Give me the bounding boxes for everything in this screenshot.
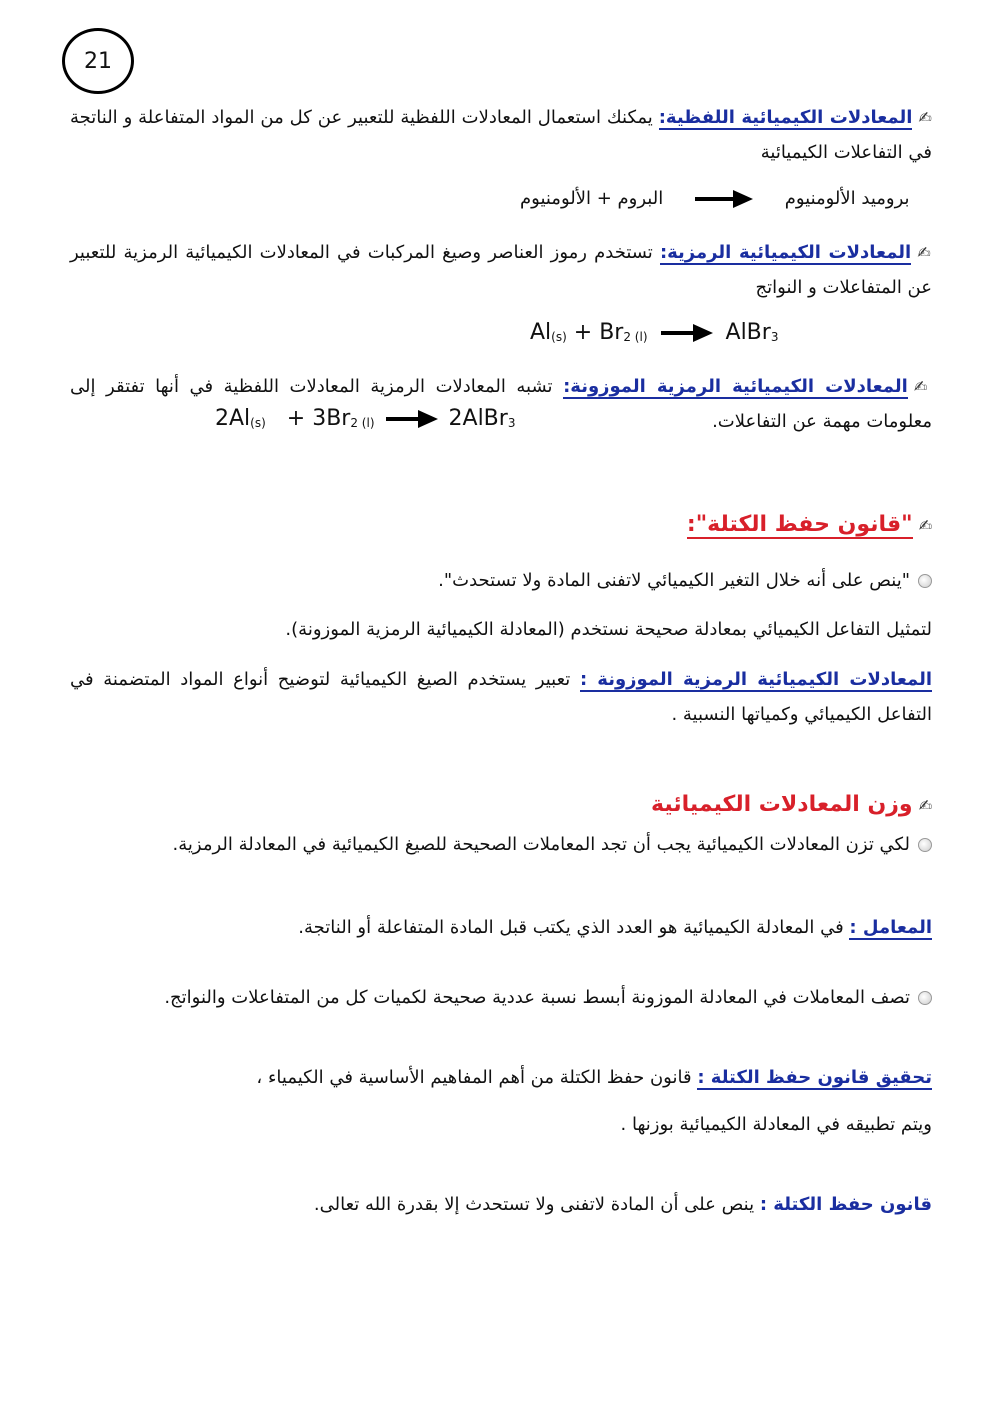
balancing-heading-row (70, 785, 932, 826)
beq-br: + 3Br (279, 406, 351, 431)
coefficient-text: في المعادلة الكيميائية هو العدد الذي يكتب قبل المادة المتفاعلة أو الناتجة. (298, 917, 850, 938)
eq-product-sub: 3 (770, 330, 779, 344)
eq-product: AlBr (725, 320, 771, 345)
writing-hand-icon: ✍ (917, 243, 933, 262)
beq-product-sub: 3 (507, 416, 516, 430)
balancing-bullet-2 (100, 980, 932, 1015)
writing-hand-icon: ✍ (918, 516, 932, 535)
symbolic-equations-paragraph (70, 235, 932, 305)
eq-state-l: 2 (l) (623, 330, 648, 344)
coefficient-definition (70, 910, 932, 945)
conservation-law-bullet-text: "ينص على أنه خلال التغير الكيميائي لاتفنى المادة ولا تستحدث". (438, 570, 910, 591)
law-statement-heading: قانون حفظ الكتلة : (759, 1194, 932, 1215)
word-equation-reactants: البروم + الألومنيوم (520, 188, 664, 209)
right-arrow-icon (661, 323, 713, 343)
balancing-bullet-1-text: لكي تزن المعادلات الكيميائية يجب أن تجد المعاملات الصحيحة للصيغ الكيميائية في المعادلة الرمزية. (172, 834, 910, 855)
conservation-law-heading-row (70, 505, 932, 546)
balanced-equation (215, 406, 515, 431)
word-equation-product: بروميد الألومنيوم (784, 188, 910, 209)
balanced-definition-heading: المعادلات الكيميائية الرمزية الموزونة : (579, 669, 932, 690)
eq-reactant-br: + Br (566, 320, 624, 345)
circle-bullet-icon (918, 574, 932, 588)
balancing-bullet-1 (70, 827, 932, 862)
balancing-bullet-2-text: تصف المعاملات في المعادلة الموزونة أبسط نسبة عددية صحيحة لكميات كل من المتفاعلات والنواتج. (164, 987, 910, 1008)
right-arrow-icon (695, 189, 753, 209)
conservation-law-heading: "قانون حفظ الكتلة": (686, 512, 913, 537)
eq-reactant-al: Al (530, 320, 552, 345)
balanced-equations-text: تشبه المعادلات الرمزية المعادلات اللفظية في أنها تفتقر إلى معلومات مهمة عن التفاعلات. (70, 376, 932, 432)
eq-state-s: (s) (551, 330, 567, 344)
symbolic-equations-heading: المعادلات الكيميائية الرمزية: (659, 242, 912, 263)
word-equations-text: يمكنك استعمال المعادلات اللفظية للتعبير عن كل من المواد المتفاعلة و الناتجة في التفاعلات الكيميائية (70, 107, 932, 163)
balanced-equations-heading: المعادلات الكيميائية الرمزية الموزونة: (563, 376, 908, 397)
balancing-heading: وزن المعادلات الكيميائية (651, 792, 913, 817)
beq-al: 2Al (215, 406, 251, 431)
coefficient-heading: المعامل : (849, 917, 932, 938)
balanced-definition-text: تعبير يستخدم الصيغ الكيميائية لتوضيح أنواع المواد المتضمنة في التفاعل الكيميائي وكمياتها النسبية . (70, 669, 932, 725)
beq-product: 2AlBr (448, 406, 508, 431)
law-statement (70, 1187, 932, 1222)
verify-law-line-2: ويتم تطبيقه في المعادلة الكيميائية بوزنها . (620, 1114, 932, 1135)
writing-hand-icon: ✍ (918, 108, 932, 127)
verify-law-text: قانون حفظ الكتلة من أهم المفاهيم الأساسية في الكيمياء ، (256, 1067, 698, 1088)
symbolic-equations-text: تستخدم رموز العناصر وصيغ المركبات في المعادلات الكيميائية الرمزية للتعبير عن المتفاعلات و النواتج (70, 242, 932, 298)
word-equations-heading: المعادلات الكيميائية اللفظية: (658, 107, 913, 128)
beq-state-l: 2 (l) (350, 416, 375, 430)
symbolic-equation (530, 320, 778, 345)
law-statement-text: ينص على أن المادة لاتفنى ولا تستحدث إلا بقدرة الله تعالى. (313, 1194, 760, 1215)
writing-hand-icon: ✍ (918, 796, 932, 815)
page-number: 21 (62, 28, 134, 94)
circle-bullet-icon (918, 991, 932, 1005)
right-arrow-icon (386, 409, 438, 429)
verify-law (70, 1060, 932, 1095)
conservation-law-bullet (70, 563, 932, 598)
writing-hand-icon: ✍ (913, 377, 933, 396)
balanced-definition (70, 662, 932, 732)
circle-bullet-icon (918, 838, 932, 852)
conservation-law-para: لتمثيل التفاعل الكيميائي بمعادلة صحيحة نستخدم (المعادلة الكيميائية الرمزية الموزونة). (285, 619, 932, 640)
beq-state-s: (s) (250, 416, 266, 430)
verify-law-heading: تحقيق قانون حفظ الكتلة : (697, 1067, 932, 1088)
word-equations-paragraph (70, 100, 932, 170)
word-equation (520, 188, 910, 209)
